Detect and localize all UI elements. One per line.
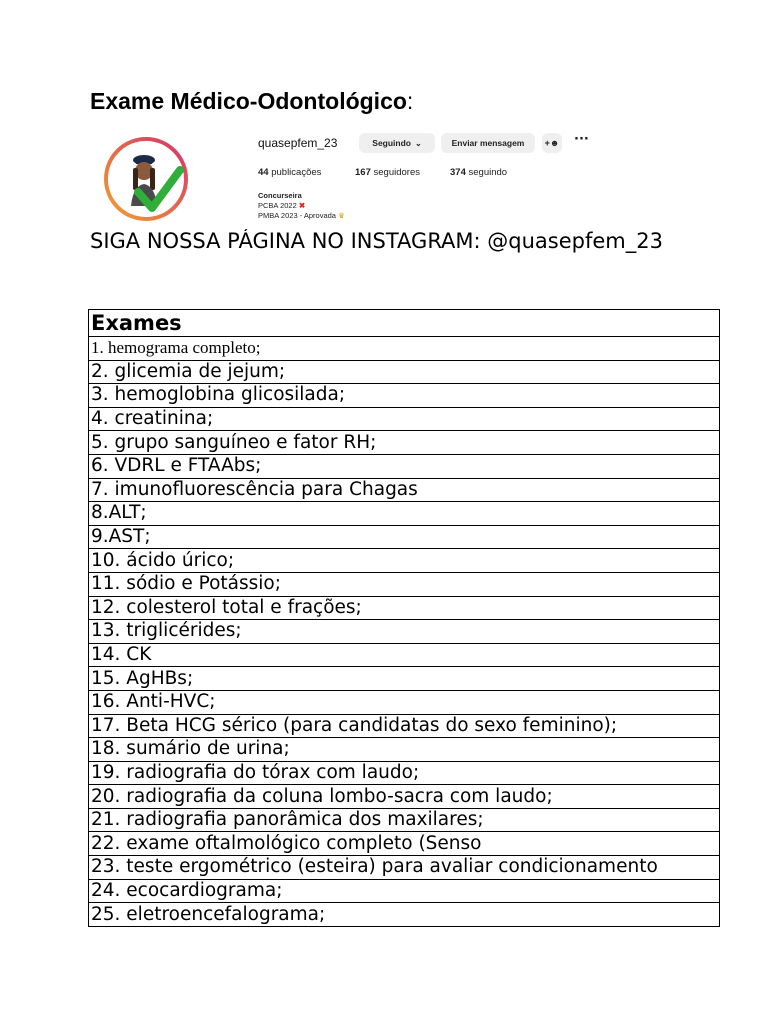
document-title xyxy=(90,88,413,115)
exams-table xyxy=(88,309,720,927)
exam-item: 19. radiografia do tórax com laudo; xyxy=(89,761,720,785)
table-row xyxy=(89,337,720,361)
posts-label: publicações xyxy=(271,167,322,178)
exam-item: 6. VDRL e FTAAbs; xyxy=(89,454,720,478)
exam-item: 4. creatinina; xyxy=(89,407,720,431)
bio-title: Concurseira xyxy=(258,191,302,200)
following-button[interactable] xyxy=(359,133,435,153)
exam-item: 1. hemograma completo; xyxy=(89,337,720,361)
table-row xyxy=(89,549,720,573)
followers-count: 167 xyxy=(355,167,371,178)
table-row xyxy=(89,903,720,927)
table-row xyxy=(89,643,720,667)
exam-item: 23. teste ergométrico (esteira) para avaliar condicionamento xyxy=(89,856,720,880)
exam-item: 2. glicemia de jejum; xyxy=(89,360,720,384)
exam-item: 13. triglicérides; xyxy=(89,620,720,644)
table-row xyxy=(89,690,720,714)
exam-item: 25. eletroencefalograma; xyxy=(89,903,720,927)
bio-line-2-text: PMBA 2023 - Aprovada xyxy=(258,211,336,220)
exam-item: 5. grupo sanguíneo e fator RH; xyxy=(89,431,720,455)
exam-item: 21. radiografia panorâmica dos maxilares; xyxy=(89,808,720,832)
exam-item: 7. imunofluorescência para Chagas xyxy=(89,478,720,502)
posts-count: 44 xyxy=(258,167,269,178)
exam-item: 14. CK xyxy=(89,643,720,667)
exam-item: 11. sódio e Potássio; xyxy=(89,572,720,596)
table-row xyxy=(89,785,720,809)
instagram-follow-line: SIGA NOSSA PÁGINA NO INSTAGRAM: @quasepfem_23 xyxy=(90,229,663,253)
table-row xyxy=(89,360,720,384)
followers-stat[interactable] xyxy=(355,167,420,178)
bio-line-1 xyxy=(258,201,305,210)
following-label: seguindo xyxy=(468,167,508,178)
table-row xyxy=(89,808,720,832)
exam-item: 10. ácido úrico; xyxy=(89,549,720,573)
table-row xyxy=(89,502,720,526)
exam-item: 3. hemoglobina glicosilada; xyxy=(89,384,720,408)
table-row xyxy=(89,714,720,738)
table-row xyxy=(89,667,720,691)
following-button-label: Seguindo xyxy=(372,138,412,148)
chevron-down-icon: ⌄ xyxy=(415,138,422,148)
profile-username[interactable]: quasepfem_23 xyxy=(258,136,338,150)
exam-item: 12. colesterol total e frações; xyxy=(89,596,720,620)
bio-line-1-text: PCBA 2022 xyxy=(258,201,297,210)
exam-item: 24. ecocardiograma; xyxy=(89,879,720,903)
table-row xyxy=(89,832,720,856)
exam-item: 9.AST; xyxy=(89,525,720,549)
table-row xyxy=(89,596,720,620)
following-count: 374 xyxy=(450,167,466,178)
followers-label: seguidores xyxy=(373,167,420,178)
following-stat[interactable] xyxy=(450,167,507,178)
table-header-row xyxy=(89,310,720,337)
exam-item: 15. AgHBs; xyxy=(89,667,720,691)
table-row xyxy=(89,738,720,762)
document-title-text: Exame Médico-Odontológico xyxy=(90,88,407,114)
bio-line-2 xyxy=(258,211,345,220)
more-options-icon[interactable]: ··· xyxy=(574,132,589,147)
trophy-icon: ♛ xyxy=(338,211,345,220)
table-row xyxy=(89,478,720,502)
table-row xyxy=(89,431,720,455)
send-message-button[interactable]: Enviar mensagem xyxy=(441,133,535,153)
table-row xyxy=(89,525,720,549)
table-header: Exames xyxy=(89,310,720,337)
cross-mark-icon: ✖ xyxy=(298,201,306,210)
exam-item: 22. exame oftalmológico completo (Senso xyxy=(89,832,720,856)
profile-avatar xyxy=(98,136,194,222)
table-row xyxy=(89,407,720,431)
exam-item: 17. Beta HCG sérico (para candidatas do sexo feminino); xyxy=(89,714,720,738)
table-row xyxy=(89,856,720,880)
table-row xyxy=(89,454,720,478)
table-row xyxy=(89,620,720,644)
document-title-colon: : xyxy=(406,88,414,114)
exam-item: 16. Anti-HVC; xyxy=(89,690,720,714)
add-user-icon[interactable]: +☻ xyxy=(542,133,562,153)
posts-stat xyxy=(258,167,321,178)
exam-item: 20. radiografia da coluna lombo-sacra com laudo; xyxy=(89,785,720,809)
instagram-profile-card xyxy=(88,124,600,228)
table-row xyxy=(89,761,720,785)
table-row xyxy=(89,572,720,596)
table-row xyxy=(89,879,720,903)
exam-item: 18. sumário de urina; xyxy=(89,738,720,762)
exam-item: 8.ALT; xyxy=(89,502,720,526)
table-row xyxy=(89,384,720,408)
